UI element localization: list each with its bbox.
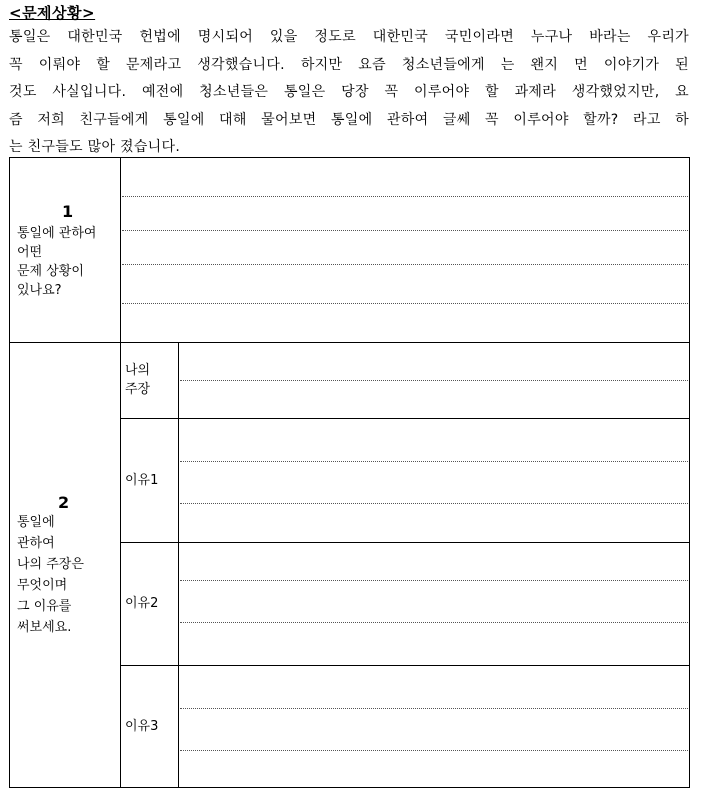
reason-2-answer-line[interactable]: [180, 622, 688, 623]
intro-line: 꼭 이뤄야 할 문제라고 생각했습니다. 하지만 요즘 청소년들에게 는 왠지 먼 이야기가 된: [9, 56, 689, 73]
answer-line-1[interactable]: [122, 303, 688, 304]
reason-1-answer-line[interactable]: [180, 503, 688, 504]
intro-line: 는 친구들도 많아 졌습니다.: [9, 139, 181, 155]
intro-line: 것도 사실입니다. 예전에 청소년들은 통일은 당장 꼭 이루어야 할 과제라 생각했었지만, 요: [9, 84, 689, 100]
answer-line-1[interactable]: [122, 230, 688, 231]
question-2-line: 써보세요.: [17, 620, 72, 635]
reason-2-answer-line[interactable]: [180, 580, 688, 581]
claim-label: [125, 361, 150, 399]
question-2-line: 나의 주장은: [17, 557, 84, 572]
problem-situation-heading: <문제상황>: [9, 4, 96, 22]
question-1-text: [17, 224, 96, 300]
question-1-line: 문제 상황이: [17, 264, 84, 279]
question-2-line: 관하여: [17, 536, 55, 551]
claim-answer-line[interactable]: [180, 380, 688, 381]
sub-column-divider: [178, 343, 179, 787]
question-1-line: 어떤: [17, 245, 43, 260]
question-2-line: 그 이유를: [17, 599, 72, 614]
intro-paragraph: [9, 24, 689, 162]
row-divider: [121, 418, 689, 419]
reason-3-label: 이유3: [125, 719, 159, 734]
question-2-number: 2: [58, 493, 70, 512]
column-divider: [120, 158, 121, 787]
reason-2-label: 이유2: [125, 596, 159, 611]
row-divider: [121, 665, 689, 666]
question-2-text: [17, 512, 84, 638]
claim-label-line: 나의: [125, 363, 151, 378]
answer-line-1[interactable]: [122, 264, 688, 265]
reason-1-label: 이유1: [125, 473, 159, 488]
question-2-line: 통일에: [17, 515, 55, 530]
reason-3-answer-line[interactable]: [180, 750, 688, 751]
intro-line: 통일은 대한민국 헌법에 명시되어 있을 정도로 대한민국 국민이라면 누구나 바라는 우리가: [9, 29, 689, 45]
question-2-line: 무엇이며: [17, 578, 68, 593]
reason-3-answer-line[interactable]: [180, 708, 688, 709]
worksheet-table: [9, 157, 690, 788]
section-divider: [10, 342, 689, 343]
reason-1-answer-line[interactable]: [180, 461, 688, 462]
claim-label-line: 주장: [125, 382, 151, 397]
question-1-line: 있나요?: [17, 283, 62, 298]
row-divider: [121, 542, 689, 543]
question-1-number: 1: [62, 202, 74, 221]
answer-line-1[interactable]: [122, 196, 688, 197]
question-1-line: 통일에 관하여: [17, 226, 97, 241]
intro-line: 즘 저희 친구들에게 통일에 대해 물어보면 통일에 관하여 글쎄 꼭 이루어야 할까? 라고 하: [9, 111, 689, 128]
